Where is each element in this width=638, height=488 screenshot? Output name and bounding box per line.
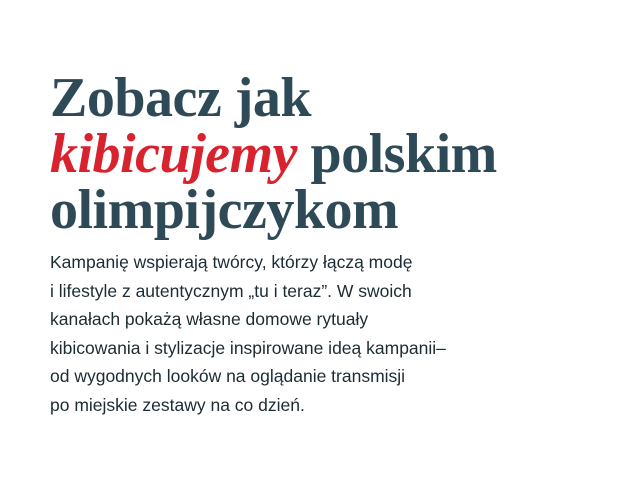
headline-line-2 [50,122,610,185]
headline-line-3: olimpijczykom [50,178,399,241]
paragraph-line: Kampanię wspierają twórcy, którzy łączą modę [50,252,413,272]
headline-accent-word: kibicujemy [50,122,297,185]
paragraph-line: kanałach pokażą własne domowe rytuały [50,309,369,329]
body-paragraph [50,248,590,419]
page-title [50,66,610,241]
paragraph-line: od wygodnych looków na oglądanie transmisji [50,366,406,386]
paragraph-line: i lifestyle z autentycznym „tu i teraz”. W swoich [50,280,412,301]
headline-line-2-rest: polskim [296,122,497,185]
paragraph-line: kibicowania i stylizacje inspirowane ideą kampanii– [50,337,446,358]
headline-line-1: Zobacz jak [50,66,311,129]
paragraph-line: po miejskie zestawy na co dzień. [50,394,305,415]
